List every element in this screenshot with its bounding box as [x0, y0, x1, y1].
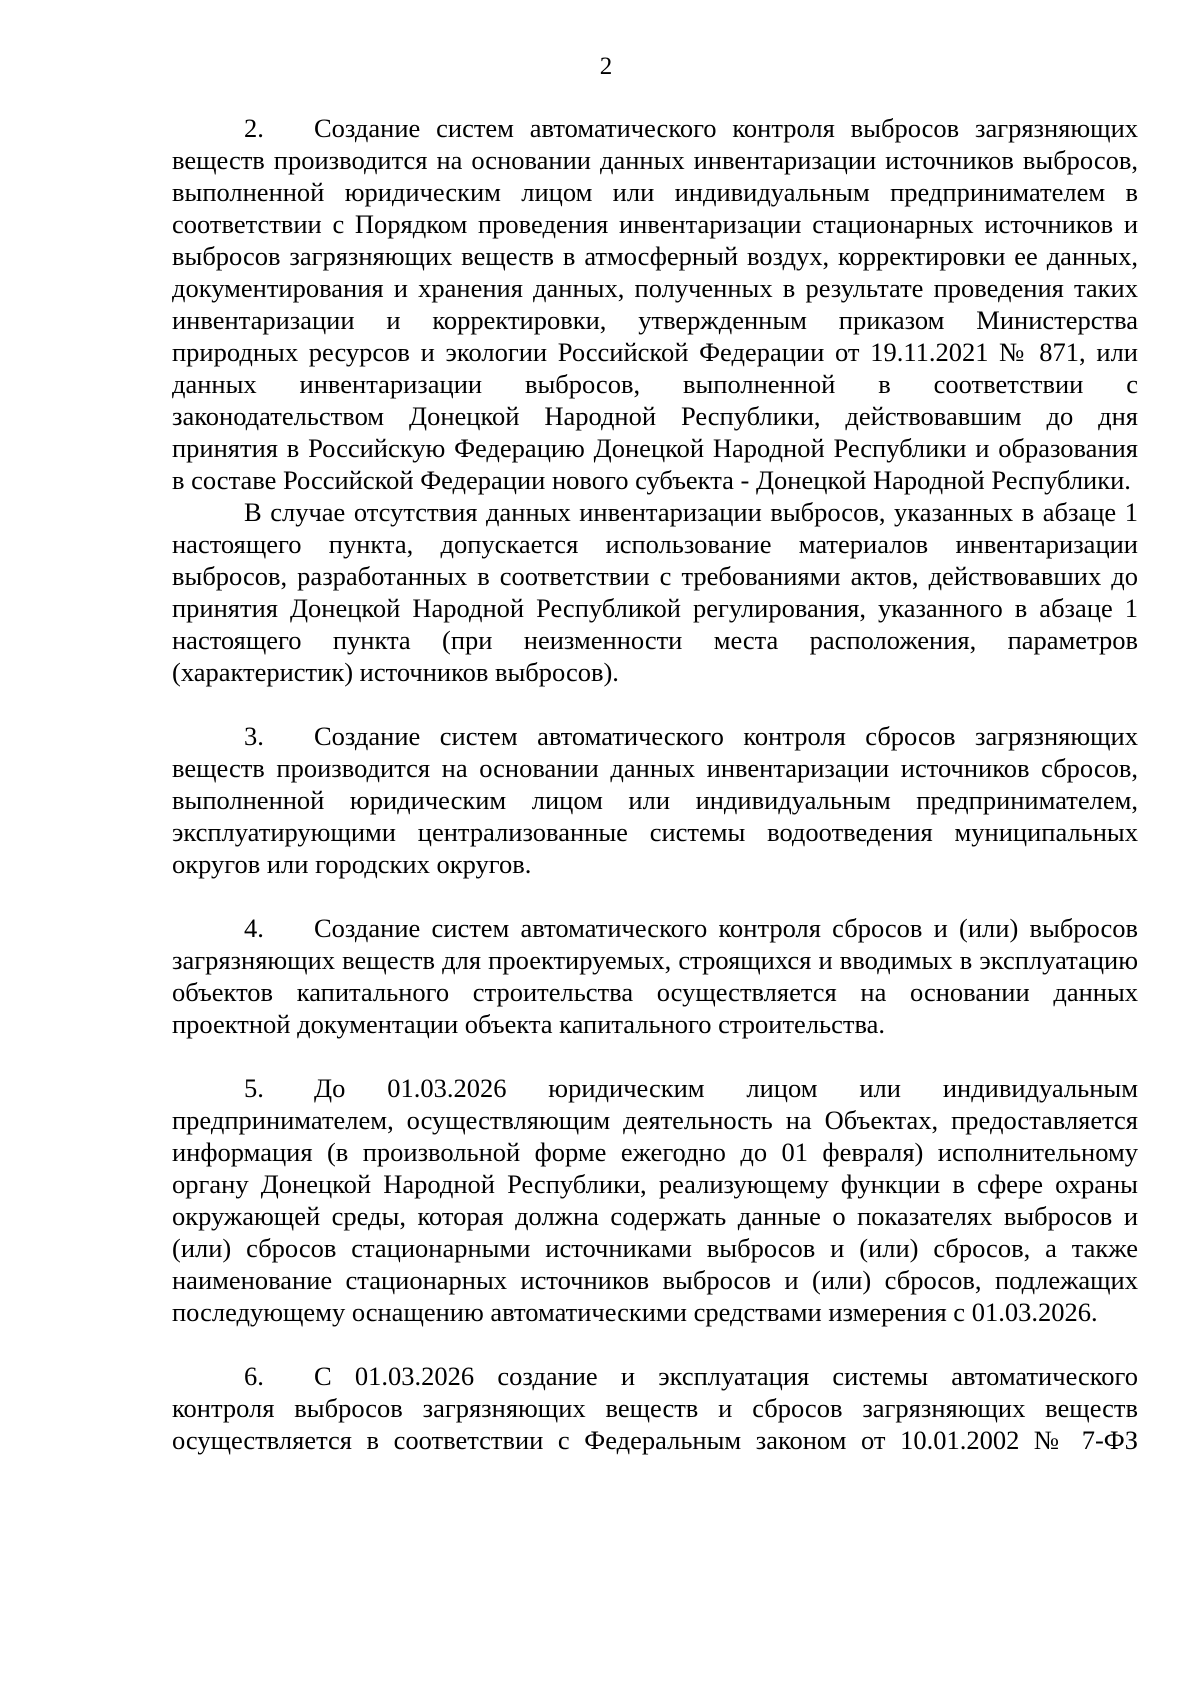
paragraph-gap	[172, 1040, 1138, 1072]
section-4-number: 4.	[244, 913, 264, 943]
section-5-paragraph	[172, 1072, 1138, 1328]
section-3-number: 3.	[244, 721, 264, 751]
section-3-paragraph	[172, 720, 1138, 880]
section-2-paragraph-2-text: В случае отсутствия данных инвентаризации выбросов, указанных в абзаце 1 настоящего пункта, допускается использование материалов инвентаризации выбросов, разработанных в соответствии с требованиями актов, действовавших до принятия Донецкой Народной Республикой регулирования, указанного в абзаце 1 настоящего пункта (при неизменности места расположения, параметров (характеристик) источников выбросов).	[172, 497, 1138, 687]
section-5-text: До 01.03.2026 юридическим лицом или индивидуальным предпринимателем, осуществляющим деятельность на Объектах, предоставляется информация (в произвольной форме ежегодно до 01 февраля) исполнительному органу Донецкой Народной Республики, реализующему функции в сфере охраны окружающей среды, которая должна содержать данные о показателях выбросов и (или) сбросов стационарными источниками выбросов и (или) сбросов, а также наименование стационарных источников выбросов и (или) сбросов, подлежащих последующему оснащению автоматическими средствами измерения с 01.03.2026.	[172, 1073, 1138, 1327]
paragraph-gap	[172, 880, 1138, 912]
section-2-number: 2.	[244, 113, 264, 143]
page-number: 2	[599, 53, 613, 80]
section-5-number: 5.	[244, 1073, 264, 1103]
document-body	[172, 112, 1138, 1456]
section-4-paragraph	[172, 912, 1138, 1040]
section-6-text: С 01.03.2026 создание и эксплуатация системы автоматического контроля выбросов загрязняющих веществ и сбросов загрязняющих веществ осуществляется в соответствии с Федеральным законом от 10.01.2002 № 7-ФЗ	[172, 1361, 1138, 1455]
section-2-paragraph-1	[172, 112, 1138, 496]
paragraph-gap	[172, 688, 1138, 720]
section-2-paragraph-2	[172, 496, 1138, 688]
section-6-paragraph	[172, 1360, 1138, 1456]
section-6-number: 6.	[244, 1361, 264, 1391]
section-2-text: Создание систем автоматического контроля выбросов загрязняющих веществ производится на основании данных инвентаризации источников выбросов, выполненной юридическим лицом или индивидуальным предпринимателем в соответствии с Порядком проведения инвентаризации стационарных источников и выбросов загрязняющих веществ в атмосферный воздух, корректировки ее данных, документирования и хранения данных, полученных в результате проведения таких инвентаризации и корректировки, утвержденным приказом Министерства природных ресурсов и экологии Российской Федерации от 19.11.2021 № 871, или данных инвентаризации выбросов, выполненной в соответствии с законодательством Донецкой Народной Республики, действовавшим до дня принятия в Российскую Федерацию Донецкой Народной Республики и образования в составе Российской Федерации нового субъекта - Донецкой Народной Республики.	[172, 113, 1138, 495]
paragraph-gap	[172, 1328, 1138, 1360]
section-3-text: Создание систем автоматического контроля сбросов загрязняющих веществ производится на основании данных инвентаризации источников сбросов, выполненной юридическим лицом или индивидуальным предпринимателем, эксплуатирующими централизованные системы водоотведения муниципальных округов или городских округов.	[172, 721, 1138, 879]
section-4-text: Создание систем автоматического контроля сбросов и (или) выбросов загрязняющих веществ для проектируемых, строящихся и вводимых в эксплуатацию объектов капитального строительства осуществляется на основании данных проектной документации объекта капитального строительства.	[172, 913, 1138, 1039]
